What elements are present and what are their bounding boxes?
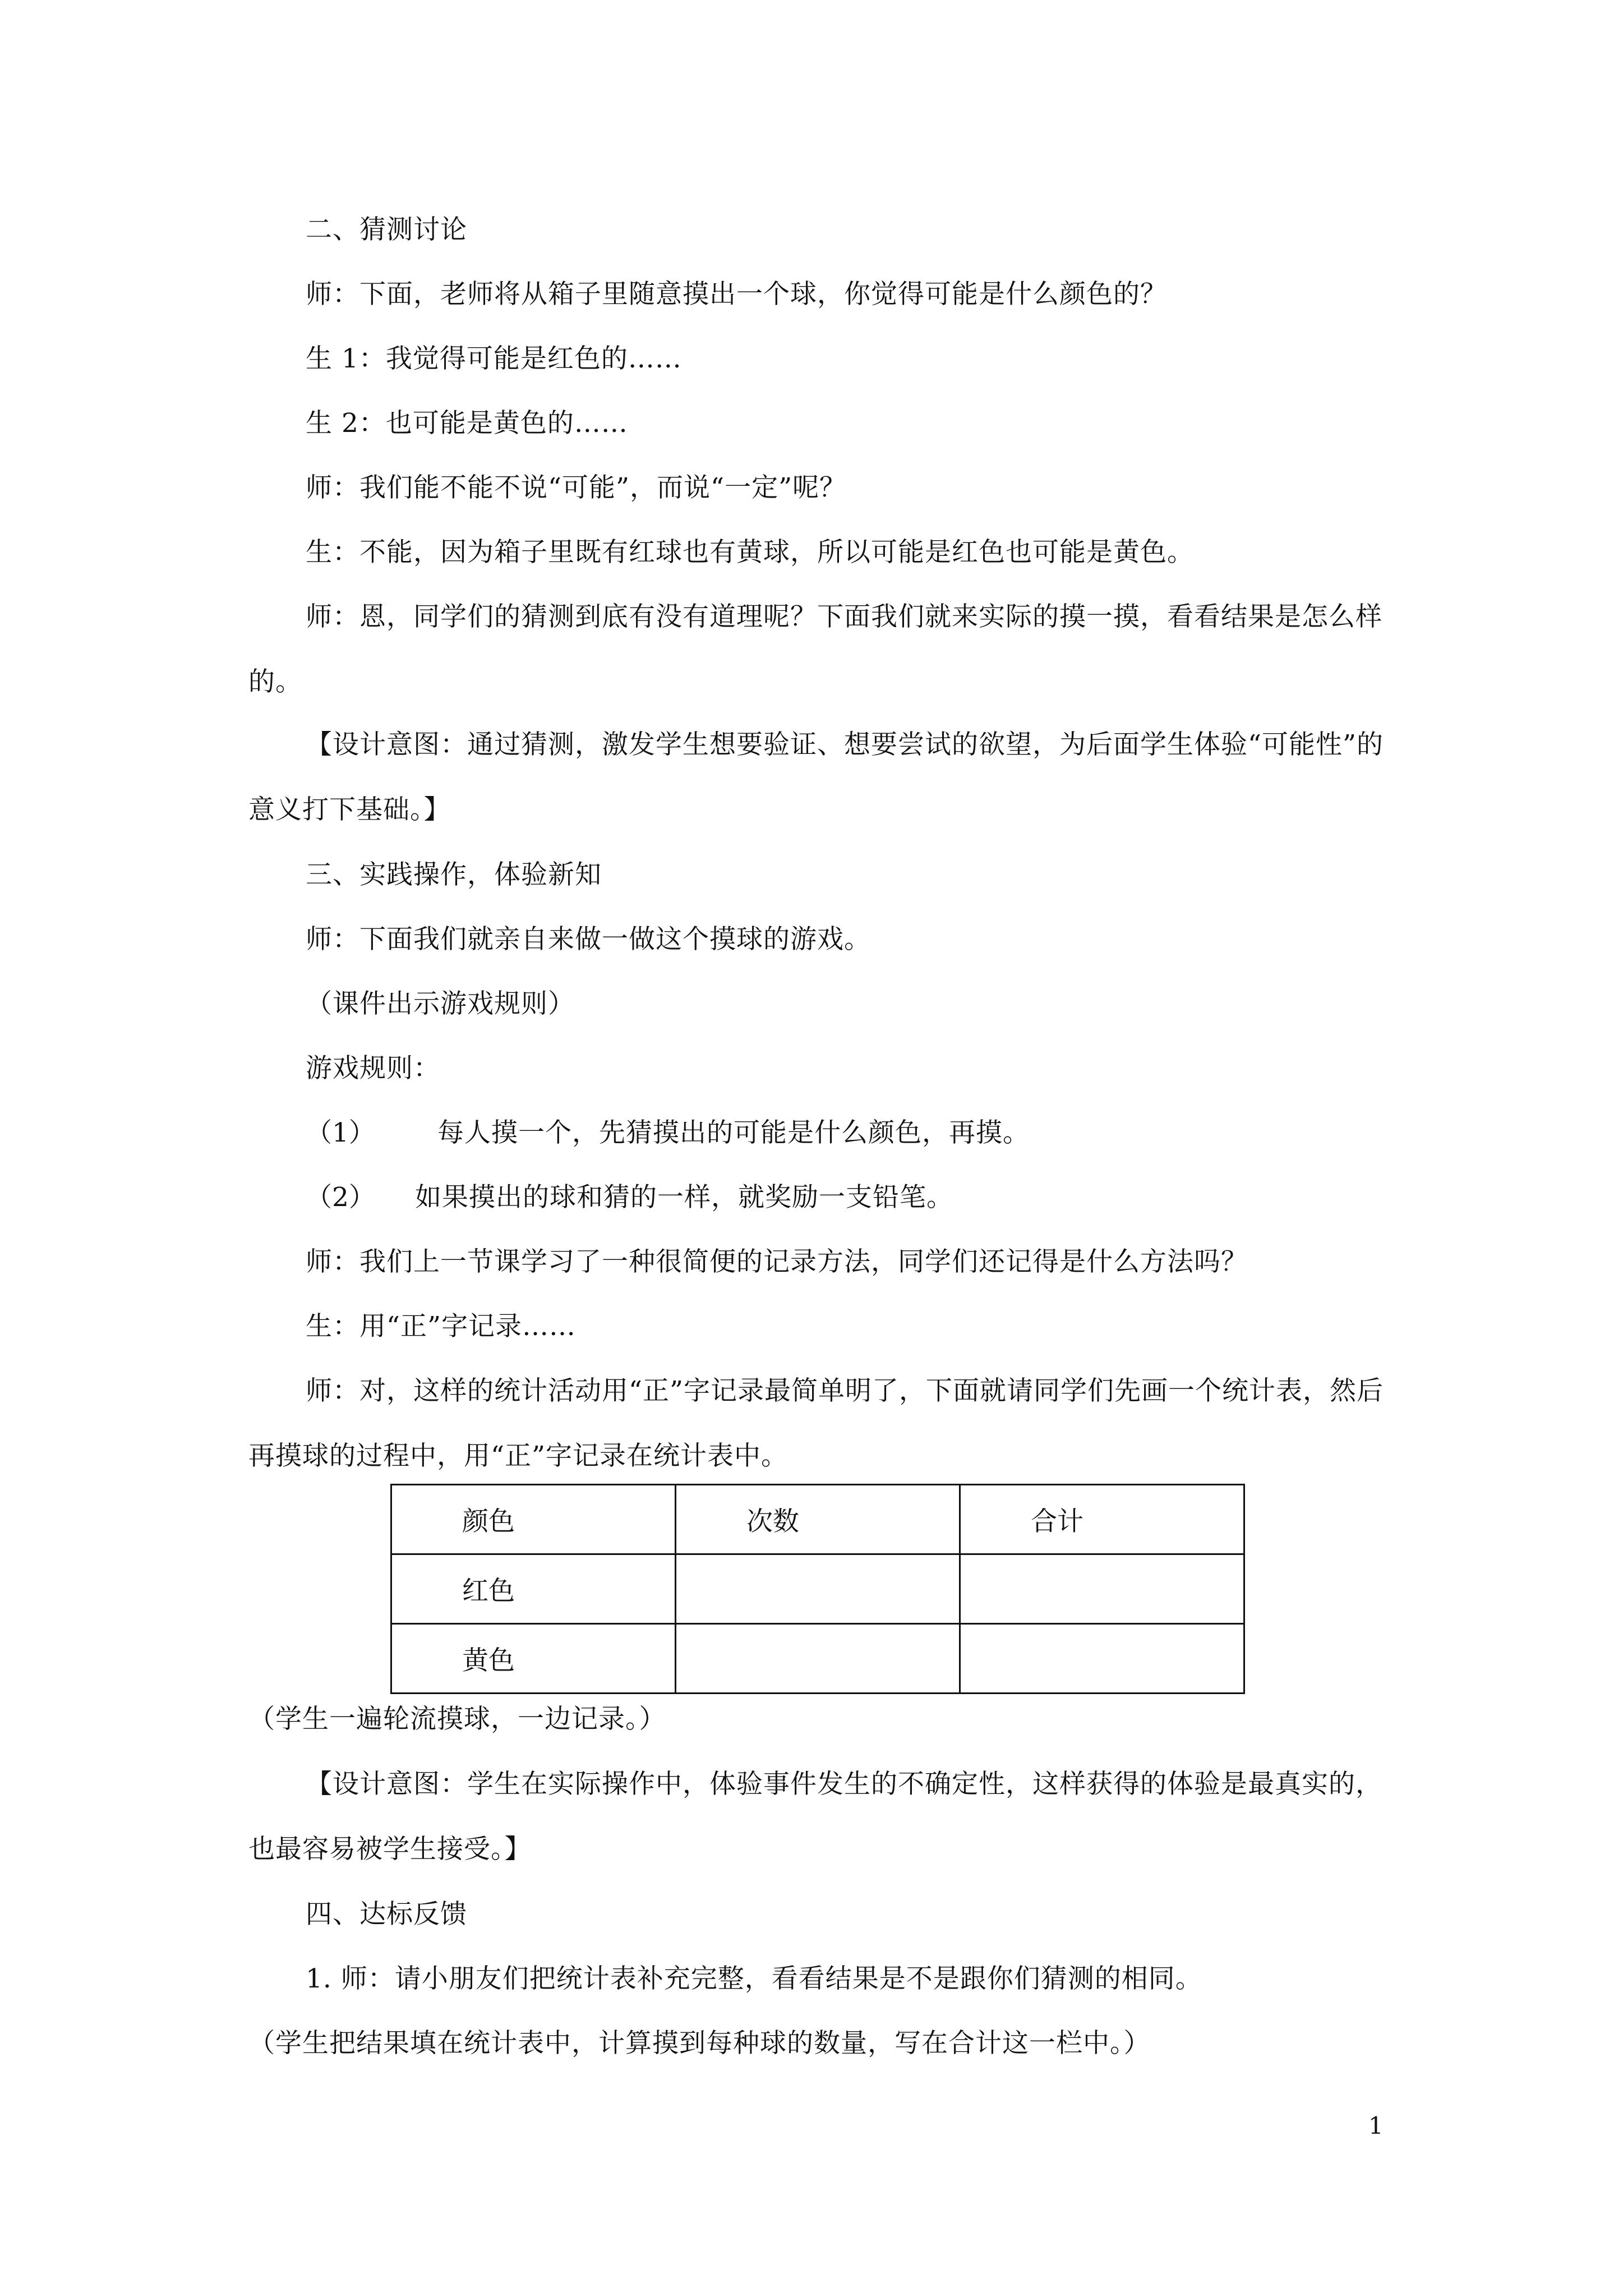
table-header-row	[391, 1485, 1244, 1554]
paragraph: 师：我们上一节课学习了一种很简便的记录方法，同学们还记得是什么方法吗？	[306, 1246, 1248, 1277]
rule-text: 每人摸一个，先猜摸出的可能是什么颜色，再摸。	[437, 1117, 1030, 1148]
design-intent-note: 【设计意图：通过猜测，激发学生想要验证、想要尝试的欲望，为后面学生体验“可能性”的意义打下基础。】	[248, 729, 1384, 825]
page-number: 1	[1368, 2112, 1384, 2139]
table-cell	[676, 1624, 960, 1694]
table-cell	[676, 1554, 960, 1624]
paragraph: （学生把结果填在统计表中，计算摸到每种球的数量，写在合计这一栏中。）	[248, 2028, 1151, 2059]
table-row	[391, 1624, 1244, 1694]
paragraph: （学生一遍轮流摸球，一边记录。）	[248, 1704, 666, 1734]
section-heading-feedback: 四、达标反馈	[306, 1899, 467, 1930]
design-intent-note: 【设计意图：学生在实际操作中，体验事件发生的不确定性，这样获得的体验是最真实的，也最容易被学生接受。】	[248, 1769, 1382, 1865]
paragraph: （课件出示游戏规则）	[306, 988, 575, 1019]
row-label-red: 红色	[391, 1554, 676, 1624]
paragraph: 师：我们能不能不说“可能”，而说“一定”呢？	[306, 472, 847, 503]
paragraph-wrapped: 师：对，这样的统计活动用“正”字记录最简单明了，下面就请同学们先画一个统计表，然后再摸球的过程中，用“正”字记录在统计表中。	[248, 1375, 1384, 1471]
paragraph: 生：不能，因为箱子里既有红球也有黄球，所以可能是红色也可能是黄色。	[306, 537, 1194, 568]
rules-title: 游戏规则：	[306, 1053, 440, 1084]
header-color: 颜色	[391, 1485, 676, 1554]
paragraph: 1. 师：请小朋友们把统计表补充完整，看看结果是不是跟你们猜测的相同。	[306, 1963, 1202, 1994]
paragraph: 生 1：我觉得可能是红色的……	[306, 343, 682, 374]
paragraph-wrapped: 师：恩，同学们的猜测到底有没有道理呢？下面我们就来实际的摸一摸，看看结果是怎么样的。	[248, 601, 1382, 697]
paragraph: 生：用“正”字记录……	[306, 1311, 577, 1342]
paragraph: 师：下面，老师将从箱子里随意摸出一个球，你觉得可能是什么颜色的？	[306, 279, 1167, 310]
header-total: 合计	[960, 1485, 1244, 1554]
rule-number: （2）	[306, 1182, 375, 1213]
table-row	[391, 1554, 1244, 1624]
rule-number: （1）	[306, 1117, 375, 1148]
table-cell	[960, 1624, 1244, 1694]
section-heading-guess-discussion: 二、猜测讨论	[306, 214, 467, 245]
row-label-yellow: 黄色	[391, 1624, 676, 1694]
paragraph: 生 2：也可能是黄色的……	[306, 408, 628, 439]
table-cell	[960, 1554, 1244, 1624]
paragraph: 师：下面我们就亲自来做一做这个摸球的游戏。	[306, 924, 871, 955]
section-heading-practice: 三、实践操作，体验新知	[306, 859, 602, 890]
rule-text: 如果摸出的球和猜的一样，就奖励一支铅笔。	[415, 1182, 953, 1213]
header-count: 次数	[676, 1485, 960, 1554]
tally-table	[390, 1484, 1245, 1694]
